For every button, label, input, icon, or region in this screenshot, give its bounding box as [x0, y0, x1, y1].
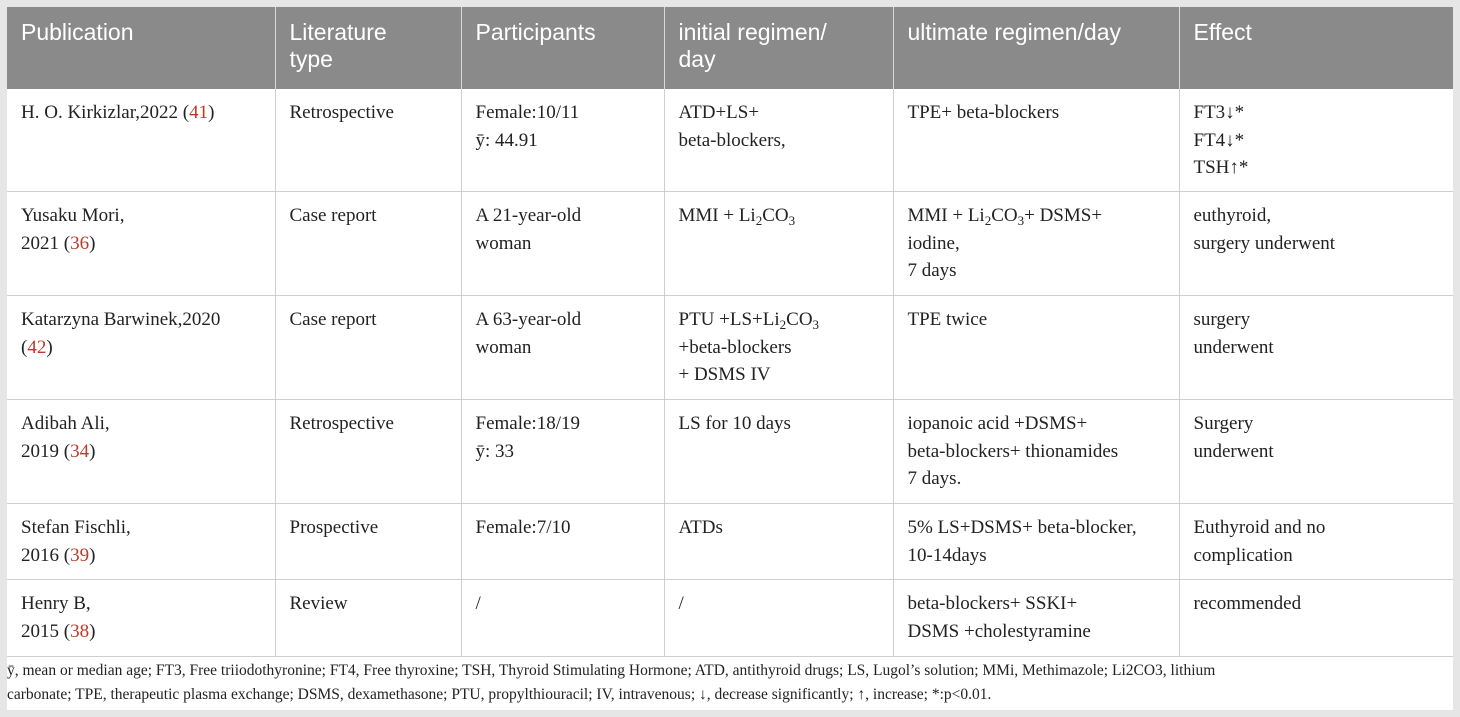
- cell-literature-type: Case report: [275, 296, 461, 400]
- header-initial-regimen: initial regimen/ day: [664, 7, 893, 89]
- cell-initial-regimen: ATD+LS+ beta-blockers,: [664, 89, 893, 192]
- header-publication: Publication: [7, 7, 275, 89]
- reference-link[interactable]: 34: [70, 440, 90, 462]
- cell-participants: Female:18/19 ȳ: 33: [461, 400, 664, 504]
- table-footnote: [7, 659, 1443, 707]
- cell-effect: Euthyroid and no complication: [1179, 504, 1453, 580]
- cell-literature-type: Retrospective: [275, 89, 461, 192]
- cell-publication: Stefan Fischli, 2016 (39): [7, 504, 275, 580]
- cell-initial-regimen: /: [664, 580, 893, 657]
- cell-effect: euthyroid, surgery underwent: [1179, 192, 1453, 296]
- cell-literature-type: Prospective: [275, 504, 461, 580]
- cell-initial-regimen: ATDs: [664, 504, 893, 580]
- cell-literature-type: Retrospective: [275, 400, 461, 504]
- header-ultimate-regimen: ultimate regimen/day: [893, 7, 1179, 89]
- cell-participants: A 63-year-old woman: [461, 296, 664, 400]
- cell-participants: /: [461, 580, 664, 657]
- cell-effect: recommended: [1179, 580, 1453, 657]
- cell-initial-regimen: LS for 10 days: [664, 400, 893, 504]
- footnote-line: carbonate; TPE, therapeutic plasma exchange; DSMS, dexamethasone; PTU, propylthiouracil; IV, intravenous; ↓, decrease significantly; ↑, increase; *:p<0.01.: [7, 686, 992, 703]
- cell-participants: Female:7/10: [461, 504, 664, 580]
- cell-participants: A 21-year-old woman: [461, 192, 664, 296]
- cell-publication: Henry B, 2015 (38): [7, 580, 275, 657]
- cell-publication: Yusaku Mori, 2021 (36): [7, 192, 275, 296]
- table-row: [7, 400, 1453, 504]
- reference-link[interactable]: 39: [70, 544, 90, 566]
- cell-ultimate-regimen: MMI + $Li_2CO_3+$ DSMS+ iodine, 7 days: [893, 192, 1179, 296]
- cell-effect: Surgery underwent: [1179, 400, 1453, 504]
- cell-participants: Female:10/11 ȳ: 44.91: [461, 89, 664, 192]
- reference-link[interactable]: 36: [70, 232, 90, 254]
- cell-publication: H. O. Kirkizlar,2022 (41): [7, 89, 275, 192]
- header-literature-type: Literature type: [275, 7, 461, 89]
- literature-table: [7, 7, 1453, 657]
- cell-ultimate-regimen: TPE twice: [893, 296, 1179, 400]
- cell-publication: Adibah Ali, 2019 (34): [7, 400, 275, 504]
- table-row: [7, 192, 1453, 296]
- cell-initial-regimen: MMI + $Li_2CO_3$: [664, 192, 893, 296]
- cell-ultimate-regimen: TPE+ beta-blockers: [893, 89, 1179, 192]
- header-participants: Participants: [461, 7, 664, 89]
- header-row: [7, 7, 1453, 89]
- table-panel: [7, 7, 1453, 710]
- table-row: [7, 580, 1453, 657]
- cell-effect: FT3↓* FT4↓* TSH↑*: [1179, 89, 1453, 192]
- cell-initial-regimen: PTU $+LS+Li_2CO_3$ +beta-blockers + DSMS IV: [664, 296, 893, 400]
- cell-ultimate-regimen: beta-blockers+ SSKI+ DSMS +cholestyramine: [893, 580, 1179, 657]
- cell-publication: Katarzyna Barwinek,2020 (42): [7, 296, 275, 400]
- header-effect: Effect: [1179, 7, 1453, 89]
- reference-link[interactable]: 41: [189, 102, 209, 123]
- reference-link[interactable]: 38: [70, 620, 90, 642]
- footnote-line: ȳ, mean or median age; FT3, Free triiodothyronine; FT4, Free thyroxine; TSH, Thyroid Stimulating Hormone; ATD, antithyroid drugs; LS, Lugol’s solution; MMi, Methimazole; Li2CO3, lithium: [7, 662, 1216, 679]
- table-row: [7, 504, 1453, 580]
- cell-literature-type: Review: [275, 580, 461, 657]
- cell-effect: surgery underwent: [1179, 296, 1453, 400]
- table-row: [7, 89, 1453, 192]
- cell-ultimate-regimen: 5% LS+DSMS+ beta-blocker, 10-14days: [893, 504, 1179, 580]
- reference-link[interactable]: 42: [27, 336, 47, 358]
- table-row: [7, 296, 1453, 400]
- cell-ultimate-regimen: iopanoic acid +DSMS+ beta-blockers+ thionamides 7 days.: [893, 400, 1179, 504]
- cell-literature-type: Case report: [275, 192, 461, 296]
